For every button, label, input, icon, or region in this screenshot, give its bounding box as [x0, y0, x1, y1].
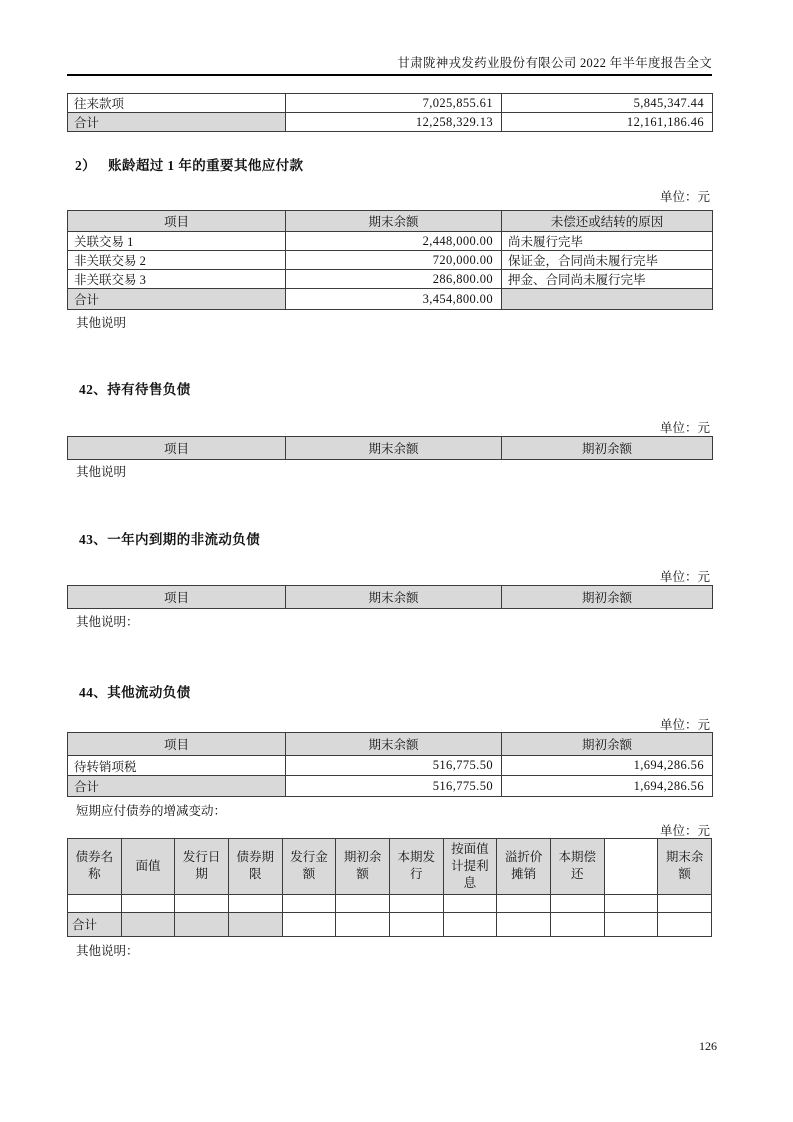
table-row-total	[68, 113, 713, 132]
cell-item: 待转销项税	[68, 756, 286, 776]
table-row	[68, 270, 713, 289]
section-43-note: 其他说明：	[76, 615, 139, 629]
col-item: 项目	[68, 733, 286, 756]
carryover-table	[67, 93, 713, 132]
bond-col-closing-balance: 期末余额	[658, 839, 712, 895]
col-item: 项目	[68, 211, 286, 232]
col-ending-balance: 期末余额	[286, 437, 502, 460]
table-row-total	[68, 912, 712, 936]
bond-cell	[604, 894, 658, 912]
cell-beginning-balance: 1,694,286.56	[502, 776, 713, 797]
bond-cell	[228, 912, 282, 936]
bond-cell	[497, 912, 551, 936]
held-for-sale-table	[67, 436, 713, 460]
header-rule	[67, 74, 712, 76]
cell-item: 合计	[68, 776, 286, 797]
col-beginning-balance: 期初余额	[502, 586, 713, 609]
table-row	[68, 232, 713, 251]
bond-cell	[550, 894, 604, 912]
col-ending-balance: 期末余额	[286, 586, 502, 609]
table-row	[68, 94, 713, 113]
table-row-empty	[68, 894, 712, 912]
bond-col-interest-at-par: 按面值计提利息	[443, 839, 497, 895]
col-ending-balance: 期末余额	[286, 211, 502, 232]
cell-item: 合计	[68, 113, 286, 132]
cell-ending-balance: 720,000.00	[286, 251, 502, 270]
cell-beginning-balance: 1,694,286.56	[502, 756, 713, 776]
cell-beginning-balance: 12,161,186.46	[502, 113, 713, 132]
bond-col-current-issued: 本期发行	[389, 839, 443, 895]
col-beginning-balance: 期初余额	[502, 733, 713, 756]
bond-cell	[68, 894, 122, 912]
cell-reason	[502, 289, 713, 310]
bond-cell	[175, 912, 229, 936]
table-row	[68, 756, 713, 776]
table-header-row	[68, 733, 713, 756]
noncurrent-due-table	[67, 585, 713, 609]
bond-cell	[228, 894, 282, 912]
bond-cell	[175, 894, 229, 912]
unit-label: 单位：元	[659, 421, 710, 435]
table-header-row	[68, 586, 713, 609]
unit-label: 单位：元	[659, 824, 710, 838]
table-row-total	[68, 776, 713, 797]
table-row	[68, 251, 713, 270]
cell-reason: 保证金，合同尚未履行完毕	[502, 251, 713, 270]
other-current-liabilities-table	[67, 732, 713, 797]
cell-item: 往来款项	[68, 94, 286, 113]
bond-cell	[658, 912, 712, 936]
cell-beginning-balance: 5,845,347.44	[502, 94, 713, 113]
bond-cell	[443, 894, 497, 912]
aging-section-note: 其他说明	[76, 316, 127, 330]
cell-reason: 押金、合同尚未履行完毕	[502, 270, 713, 289]
cell-ending-balance: 516,775.50	[286, 756, 502, 776]
cell-ending-balance: 12,258,329.13	[286, 113, 502, 132]
section-42-heading: 42、持有待售负债	[79, 382, 191, 397]
bond-cell	[389, 912, 443, 936]
bond-cell	[550, 912, 604, 936]
heading-text: 账龄超过 1 年的重要其他应付款	[108, 158, 304, 173]
aging-section-heading	[67, 154, 712, 174]
bond-cell	[497, 894, 551, 912]
bond-col-opening-balance: 期初余额	[336, 839, 390, 895]
bond-cell	[336, 912, 390, 936]
bond-cell	[121, 894, 175, 912]
bond-col-issue-amount: 发行金额	[282, 839, 336, 895]
bond-cell	[121, 912, 175, 936]
cell-ending-balance: 2,448,000.00	[286, 232, 502, 251]
col-ending-balance: 期末余额	[286, 733, 502, 756]
unit-label: 单位：元	[659, 718, 710, 732]
bond-cell	[336, 894, 390, 912]
bond-col-blank	[604, 839, 658, 895]
cell-item: 关联交易 1	[68, 232, 286, 251]
bond-col-name: 债券名称	[68, 839, 122, 895]
table-header-row	[68, 211, 713, 232]
table-row-total	[68, 289, 713, 310]
bonds-movement-table	[67, 838, 712, 937]
bond-cell	[604, 912, 658, 936]
doc-header-title: 甘肃陇神戎发药业股份有限公司 2022 年半年度报告全文	[397, 56, 712, 70]
heading-number: 2）	[75, 158, 97, 173]
bond-col-issue-date: 发行日期	[175, 839, 229, 895]
cell-item: 非关联交易 2	[68, 251, 286, 270]
section-43-heading: 43、一年内到期的非流动负债	[79, 532, 261, 547]
cell-ending-balance: 7,025,855.61	[286, 94, 502, 113]
cell-ending-balance: 3,454,800.00	[286, 289, 502, 310]
bonds-note: 其他说明：	[76, 944, 139, 958]
bond-cell	[282, 894, 336, 912]
bond-cell	[443, 912, 497, 936]
cell-ending-balance: 516,775.50	[286, 776, 502, 797]
bond-cell	[282, 912, 336, 936]
cell-ending-balance: 286,800.00	[286, 270, 502, 289]
section-44-heading: 44、其他流动负债	[79, 685, 191, 700]
col-beginning-balance: 期初余额	[502, 437, 713, 460]
table-header-row	[68, 839, 712, 895]
unit-label: 单位：元	[659, 190, 710, 204]
bonds-intro-note: 短期应付债券的增减变动：	[76, 804, 227, 818]
bond-cell	[389, 894, 443, 912]
col-reason: 未偿还或结转的原因	[502, 211, 713, 232]
bond-cell-total-label: 合计	[68, 912, 122, 936]
bond-col-term: 债券期限	[228, 839, 282, 895]
bond-cell	[658, 894, 712, 912]
col-item: 项目	[68, 586, 286, 609]
bond-col-premium-amortization: 溢折价摊销	[497, 839, 551, 895]
col-item: 项目	[68, 437, 286, 460]
cell-item: 合计	[68, 289, 286, 310]
unit-label: 单位：元	[659, 570, 710, 584]
page-number: 126	[699, 1039, 717, 1053]
bond-col-par-value: 面值	[121, 839, 175, 895]
section-42-note: 其他说明	[76, 465, 127, 479]
table-header-row	[68, 437, 713, 460]
bond-col-current-repaid: 本期偿还	[550, 839, 604, 895]
aging-payables-table	[67, 210, 713, 310]
cell-item: 非关联交易 3	[68, 270, 286, 289]
cell-reason: 尚未履行完毕	[502, 232, 713, 251]
